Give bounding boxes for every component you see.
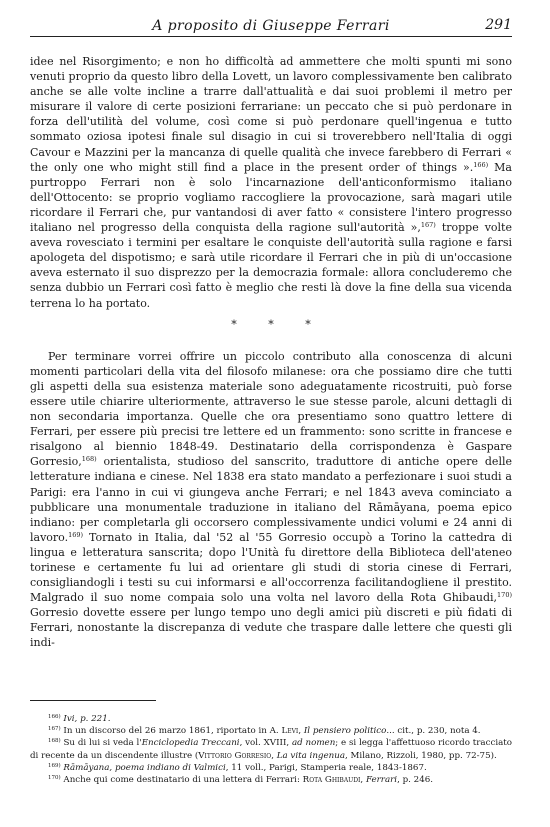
footnote-168: $^{168)}$ Su di lui si veda l'Enciclopedia Treccani, vol. XVIII, ad nomen; e si legga l'affettuoso ricordo tracciato di recente da un discendente illustre (Vittorio Gorresio, La vita ingenua, Milano, Rizzoli, 1980, pp. 72-75). [30,738,512,761]
paragraph-continuation: idee nel Risorgimento; e non ho difficoltà ad ammettere che molti spunti mi sono venuti proprio da questo libro della Lovett, un lavoro complessivamente ben calibrato anche se alle volte incline a trarre dall'attualità e dai suoi problemi il metro per misurare il valore di certe posizioni ferrariane: un peccato che si può perdonare in forza dell'utilità del volume, così come si può perdonare quell'ingenua e tutto sommato oziosa ipotesi finale sul disagio in cui si troverebbero nell'Italia di oggi Cavour e Mazzini per la mancanza di quelle qualità che invece farebbero di Ferrari « the only one who might still find a place in the present order of things ».$^{166)}$ Ma purtroppo Ferrari non è solo l'incarnazione dell'anticonformismo italiano dell'Ottocento: se proprio vogliamo raccogliere la provocazione, sarà magari utile ricordare il Ferrari che, pur vantandosi di aver fatto « consistere l'intero progresso italiano nel progresso della conquista della ragione sull'autorità »,$^{167)}$ troppe volte aveva rovesciato i termini per esaltare le conquiste dell'autorità sulla ragione e farsi apologeta del dispotismo; e sarà utile ricordare il Ferrari che in più di un'occasione aveva esternato il suo disprezzo per la democrazia formale: allora concluderemo che senza dubbio un Ferrari così fatto è meglio che resti là dove la fine della sua vicenda terrena lo ha portato. [30,55,512,310]
section-separator: * * * [231,317,325,331]
footnote-170: $^{170)}$ Anche qui come destinatario di una lettera di Ferrari: Rota Ghibaudi, Ferrari, p. 246. [48,775,434,786]
footnote-169: $^{169)}$ Rāmāyana, poema indiano di Valmici, 11 voll., Parigi, Stamperia reale, 1843-1867. [48,762,427,773]
footnote-ref-166[interactable]: 166) [473,160,489,169]
footnotes [30,713,512,786]
footnote-rule [30,700,156,701]
body-text [30,54,512,651]
footnote-166: $^{166)}$ Ivi, p. 221. [48,714,111,724]
footnote-167: $^{167)}$ In un discorso del 26 marzo 1861, riportato in A. Levi, Il pensiero politico... cit., p. 230, nota 4. [48,726,481,737]
footnote-ref-167[interactable]: 167) [420,221,436,230]
page-number: 291 [485,17,512,33]
footnote-ref-170[interactable]: 170) [497,591,512,600]
paragraph-letters: Per terminare vorrei offrire un piccolo contributo alla conoscenza di alcuni momenti particolari della vita del filosofo milanese: ora che possiamo dire che tutti gli aspetti della sua esistenza materiale sono adeguatamente ricostruiti, può forse essere utile chiarire ulteriormente, attraverso le sue stesse parole, alcuni dettagli di non secondaria importanza. Quelle che ora presentiamo sono quattro lettere di Ferrari, per essere più precisi tre lettere ed un frammento: sono scritte in francese e risalgono al biennio 1848-49. Destinatario della corrispondenza è Gaspare Gorresio,$^{168)}$ orientalista, studioso del sanscrito, traduttore di antiche opere delle letterature indiana e cinese. Nel 1838 era stato mandato a perfezionare i suoi studi a Parigi: era l'anno in cui vi giungeva anche Ferrari; e nel 1843 aveva cominciato a pubblicare una monumentale traduzione in italiano del Rāmāyana, poema epico indiano: per completarla gli occorsero complessivamente undici volumi e 24 anni di lavoro.$^{169)}$ Tornato in Italia, dal '52 al '55 Gorresio occupò a Torino la cattedra di lingua e letteratura sanscrita; dopo l'Unità fu direttore della Biblioteca dell'ateneo torinese e certamente fu lui ad orientare gli studi di storia cinese di Ferrari, consigliandogli i testi su cui informarsi e all'occorrenza facilitandogliene il prestito. Malgrado il suo nome compaia solo una volta nel lavoro della Rota Ghibaudi,$^{170)}$ Gorresio dovette essere per lungo tempo uno degli amici più discreti e più fidati di Ferrari, nonostante la discrepanza di vedute che traspare dalle lettere che questi gli indi- [30,349,512,650]
footnote-ref-168[interactable]: 168) [81,455,97,464]
page-header [30,14,512,37]
running-head: A proposito di Giuseppe Ferrari [152,18,390,34]
footnote-ref-169[interactable]: 169) [68,530,84,539]
